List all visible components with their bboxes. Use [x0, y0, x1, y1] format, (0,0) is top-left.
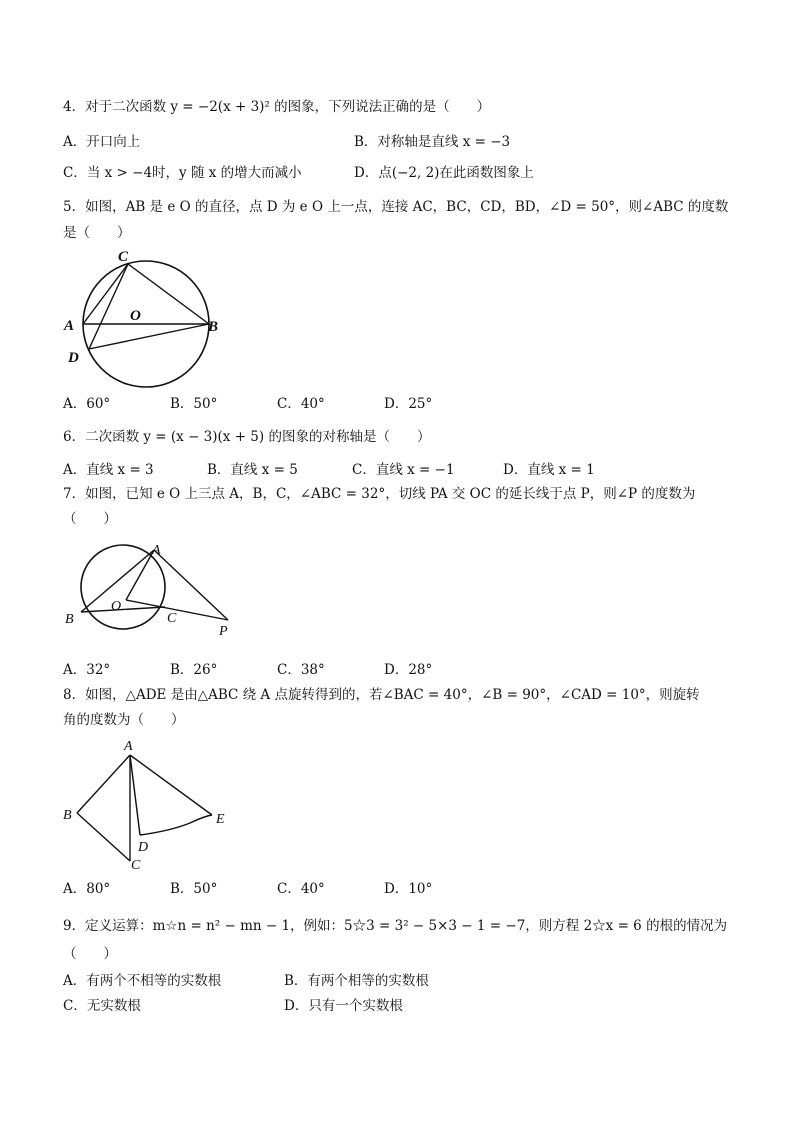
q5-stem-line1: 5．如图，AB 是 e O 的直径，点 D 为 e O 上一点，连接 AC，BC，CD，BD，∠D = 50°，则∠ABC 的度数 — [63, 199, 729, 215]
q6-stem: 6．二次函数 y = (x − 3)(x + 5) 的图象的对称轴是（ ） — [63, 429, 431, 445]
q7-option-b[interactable]: B．26° — [170, 662, 218, 678]
q9-option-d[interactable]: D．只有一个实数根 — [284, 998, 403, 1014]
q8-figure — [60, 735, 250, 875]
q8-label-e: E — [216, 812, 225, 827]
q9-option-b[interactable]: B．有两个相等的实数根 — [284, 973, 429, 989]
q7-label-b: B — [65, 612, 74, 627]
q5-label-o: O — [130, 308, 141, 324]
q8-stem-line1: 8．如图，△ADE 是由△ABC 绕 A 点旋转得到的，若∠BAC = 40°，∠B = 90°，∠CAD = 10°，则旋转 — [63, 687, 700, 703]
q8-option-d[interactable]: D．10° — [384, 881, 433, 897]
q9-option-a[interactable]: A．有两个不相等的实数根 — [63, 973, 222, 989]
q7-label-o: O — [111, 599, 122, 614]
q5-option-b[interactable]: B．50° — [170, 396, 218, 412]
q8-label-c: C — [131, 858, 141, 873]
q8-label-a: A — [124, 739, 133, 754]
q8-option-c[interactable]: C．40° — [277, 881, 325, 897]
q5-option-a[interactable]: A．60° — [63, 396, 111, 412]
q7-stem-line1: 7．如图，已知 e O 上三点 A，B，C，∠ABC = 32°，切线 PA 交 OC 的延长线于点 P，则∠P 的度数为 — [63, 486, 696, 502]
q5-figure — [60, 243, 260, 393]
q7-label-a: A — [152, 543, 161, 558]
q5-lines — [83, 264, 209, 324]
q8-option-a[interactable]: A．80° — [63, 881, 111, 897]
q4-option-a[interactable]: A．开口向上 — [63, 134, 141, 150]
q9-option-c[interactable]: C．无实数根 — [63, 998, 141, 1014]
q7-label-p: P — [219, 624, 228, 639]
q7-label-c: C — [167, 611, 177, 626]
q8-label-b: B — [63, 808, 72, 823]
q6-option-b[interactable]: B．直线 x = 5 — [207, 462, 298, 478]
q4-option-c[interactable]: C．当 x > −4时，y 随 x 的增大而减小 — [63, 165, 302, 181]
q4-option-b[interactable]: B．对称轴是直线 x = −3 — [354, 134, 511, 150]
q9-stem-line1: 9．定义运算：m☆n = n² − mn − 1，例如：5☆3 = 3² − 5×3 − 1 = −7，则方程 2☆x = 6 的根的情况为 — [63, 918, 728, 934]
q6-option-c[interactable]: C．直线 x = −1 — [352, 462, 455, 478]
q7-option-a[interactable]: A．32° — [63, 662, 111, 678]
q9-stem-line2: （ ） — [63, 946, 117, 962]
q5-option-d[interactable]: D．25° — [384, 396, 433, 412]
q5-label-a: A — [64, 318, 75, 334]
q7-option-c[interactable]: C．38° — [277, 662, 325, 678]
q7-figure — [60, 540, 250, 645]
q5-option-c[interactable]: C．40° — [277, 396, 325, 412]
q8-stem-line2: 角的度数为（ ） — [63, 712, 185, 728]
q6-option-a[interactable]: A．直线 x = 3 — [63, 462, 154, 478]
q5-label-c: C — [118, 249, 129, 265]
q4-stem: 4．对于二次函数 y = −2(x + 3)² 的图象，下列说法正确的是（ ） — [63, 99, 491, 115]
q4-option-d[interactable]: D．点(−2, 2)在此函数图象上 — [354, 165, 534, 181]
q8-option-b[interactable]: B．50° — [170, 881, 218, 897]
q5-label-b: B — [208, 319, 219, 335]
q6-option-d[interactable]: D．直线 x = 1 — [503, 462, 595, 478]
q7-stem-line2: （ ） — [63, 511, 117, 527]
q8-label-d: D — [138, 840, 149, 855]
q5-stem-line2: 是（ ） — [63, 225, 131, 241]
q7-option-d[interactable]: D．28° — [384, 662, 433, 678]
q5-label-d: D — [68, 350, 79, 366]
